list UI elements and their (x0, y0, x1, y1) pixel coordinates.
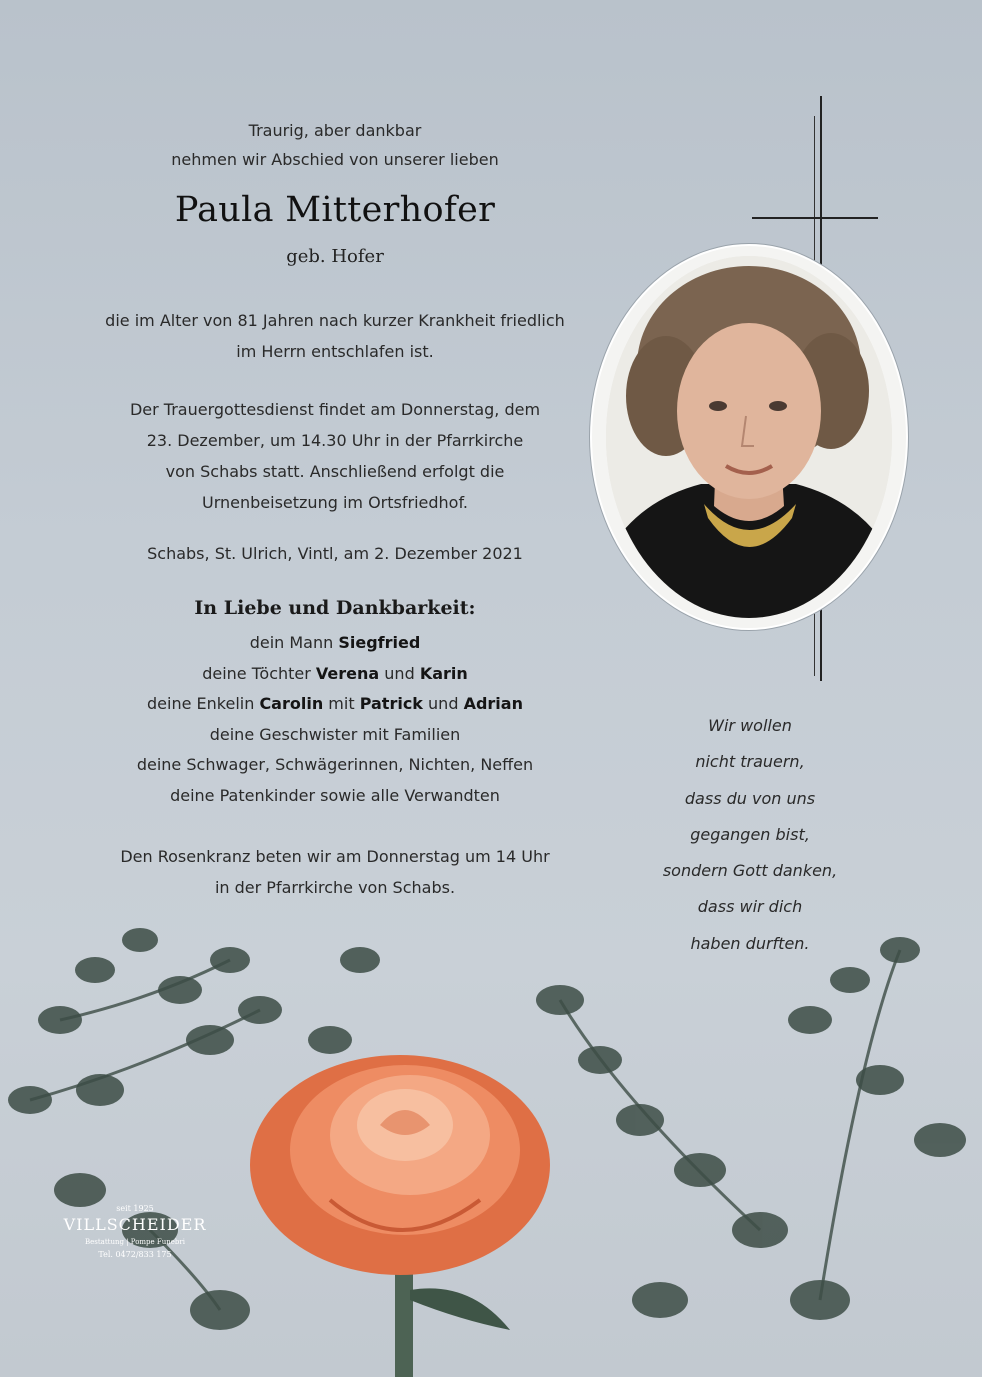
intro-line-1: Traurig, aber dankbar (248, 121, 422, 140)
family-line: dein Mann Siegfried (249, 633, 421, 652)
paragraph-line: Urnenbeisetzung im Ortsfriedhof. (202, 493, 468, 512)
family-line: deine Schwager, Schwägerinnen, Nichten, Neffen (136, 755, 534, 774)
logo-subtitle: Bestattung | Pompe Funebri (84, 1238, 185, 1246)
cross-icon-bar (752, 217, 878, 219)
family-line: deine Geschwister mit Familien (209, 724, 461, 744)
quote-line: nicht trauern, (695, 752, 805, 772)
death-notice-paragraph (90, 305, 580, 367)
intro-line-2: nehmen wir Abschied von unserer lieben (171, 150, 499, 169)
rosary-paragraph (90, 841, 580, 903)
quote-line: Wir wollen (708, 716, 792, 735)
place-date: Schabs, St. Ulrich, Vintl, am 2. Dezember 2021 (147, 544, 523, 563)
paragraph-line: Den Rosenkranz beten wir am Donnerstag um 14 Uhr (120, 847, 550, 866)
paragraph-line: in der Pfarrkirche von Schabs. (214, 878, 456, 897)
paragraph-line: im Herrn entschlafen ist. (236, 342, 434, 361)
family-line: deine Enkelin Carolin mit Patrick und Adrian (147, 694, 523, 713)
family-list (90, 628, 580, 811)
quote-line: haben durften. (690, 933, 810, 953)
thanks-heading: In Liebe und Dankbarkeit: (194, 597, 476, 619)
funeral-home-logo (60, 1204, 210, 1259)
maiden-name: geb. Hofer (286, 246, 384, 267)
funeral-service-paragraph (90, 394, 580, 518)
intro-text (90, 116, 580, 174)
quote-line: dass wir dich (697, 897, 803, 917)
paragraph-line: von Schabs statt. Anschließend erfolgt die (165, 462, 505, 481)
logo-phone: Tel. 0472/833 175 (98, 1250, 172, 1259)
logo-brand: VILLSCHEIDER (63, 1215, 207, 1234)
quote-line: sondern Gott danken, (662, 861, 838, 881)
family-line: deine Patenkinder sowie alle Verwandten (170, 785, 500, 805)
paragraph-line: 23. Dezember, um 14.30 Uhr in der Pfarrkirche (146, 431, 524, 450)
quote-line: dass du von uns (684, 788, 816, 808)
logo-since: seit 1925 (116, 1204, 154, 1213)
quote-line: gegangen bist, (690, 824, 810, 844)
paragraph-line: die im Alter von 81 Jahren nach kurzer Krankheit friedlich (105, 311, 565, 330)
family-line: deine Töchter Verena und Karin (202, 663, 468, 683)
deceased-name: Paula Mitterhofer (174, 190, 496, 230)
paragraph-line: Der Trauergottesdienst findet am Donnerstag, dem (129, 400, 541, 419)
portrait-photo (606, 256, 892, 618)
rose-eucalyptus-illustration (0, 900, 982, 1377)
